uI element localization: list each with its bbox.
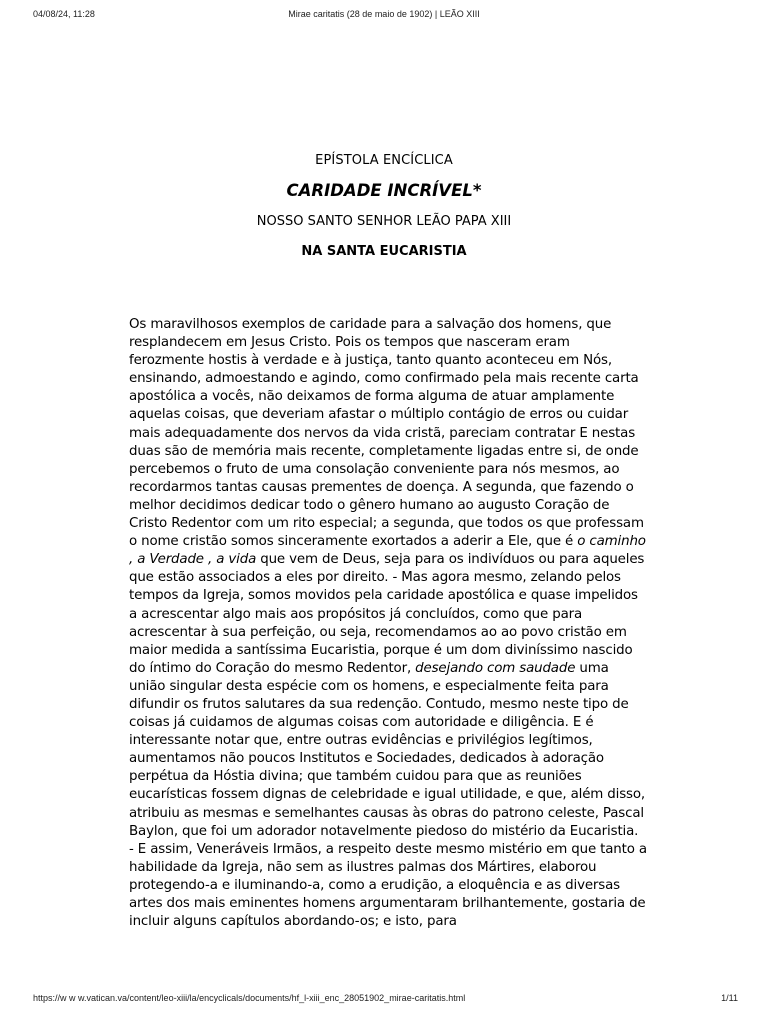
print-date: 04/08/24, 11:28	[33, 9, 95, 19]
document-title: CARIDADE INCRÍVEL*	[286, 181, 482, 200]
document-kicker: EPÍSTOLA ENCÍCLICA	[315, 153, 453, 168]
print-page-title: Mirae caritatis (28 de maio de 1902) | LEÃO XIII	[288, 9, 480, 19]
print-url[interactable]: https://w w w.vatican.va/content/leo-xiii/la/encyclicals/documents/hf_l-xiii_enc_28051902_mirae-caritatis.html	[33, 993, 466, 1003]
document-header	[0, 152, 768, 261]
body-paragraph	[129, 316, 647, 931]
body-text-part: Os maravilhosos exemplos de caridade para a salvação dos homens, que resplandecem em Jesus Cristo. Pois os tempos que nasceram eram ferozmente hostis à verdade e à justiça, tanto quanto aconteceu em Nós, ensinando, admoestando e agindo, como confirmado pela mais recente carta apostólica a vocês, não deixamos de forma alguma de atuar amplamente aquelas coisas, que deveriam afastar o múltiplo contágio de erros ou cuidar mais adequadamente dos nervos da vida cristã, pareciam contratar E nestas duas são de memória mais recente, completamente ligadas entre si, de onde percebemos o fruto de uma consolação conveniente para nós mesmos, ao recordarmos tantas causas prementes de doença. A segunda, que fazendo o melhor decidimos dedicar todo o gênero humano ao augusto Coração de Cristo Redentor com um rito especial; a segunda, que todos os que professam o nome cristão somos sinceramente exortados a aderir a Ele, que é	[129, 317, 644, 550]
body-italic-phrase: desejando com saudade	[415, 660, 576, 676]
document-author: NOSSO SANTO SENHOR LEÃO PAPA XIII	[256, 214, 512, 229]
print-footer	[0, 993, 768, 1007]
body-text-part: uma união singular desta espécie com os homens, e especialmente feita para difundir os frutos salutares da sua redenção. Contudo, mesmo neste tipo de coisas já cuidamos de algumas coisas com autoridade e diligência. E é interessante notar que, entre outras evidências e privilégios legítimos, aumentamos não poucos Institutos e Sociedades, dedicados à adoração perpétua da Hóstia divina; que também cuidou para que as reuniões eucarísticas fossem dignas de celebridade e igual utilidade, e que, além disso, atribuiu as mesmas e semelhantes causas às obras do patrono celeste, Pascal Baylon, que foi um adorador notavelmente piedoso do mistério da Eucaristia. - E assim, Veneráveis Irmãos, a respeito deste mesmo mistério em que tanto a habilidade da Igreja, não sem as ilustres palmas dos Mártires, elaborou protegendo-a e iluminando-a, como a erudição, a eloquência e as diversas artes dos mais eminentes homens argumentaram brilhantemente, gostaria de incluir alguns capítulos abordando-os; e isto, para	[129, 660, 647, 930]
body-italic-phrase: o caminho , a Verdade , a vida	[129, 534, 646, 568]
page-number: 1/11	[721, 993, 738, 1003]
document-subject: NA SANTA EUCARISTIA	[301, 244, 467, 259]
print-header	[0, 9, 768, 23]
body-text-part: que vem de Deus, seja para os indivíduos ou para aqueles que estão associados a eles por direito. - Mas agora mesmo, zelando pelos tempos da Igreja, somos movidos pela caridade apostólica e quase impelidos a acrescentar algo mais aos propósitos já concluídos, como que para acrescentar à sua perfeição, ou seja, recomendamos ao ao povo cristão em maior medida a santíssima Eucaristia, porque é um dom diviníssimo nascido do íntimo do Coração do mesmo Redentor,	[129, 552, 645, 676]
